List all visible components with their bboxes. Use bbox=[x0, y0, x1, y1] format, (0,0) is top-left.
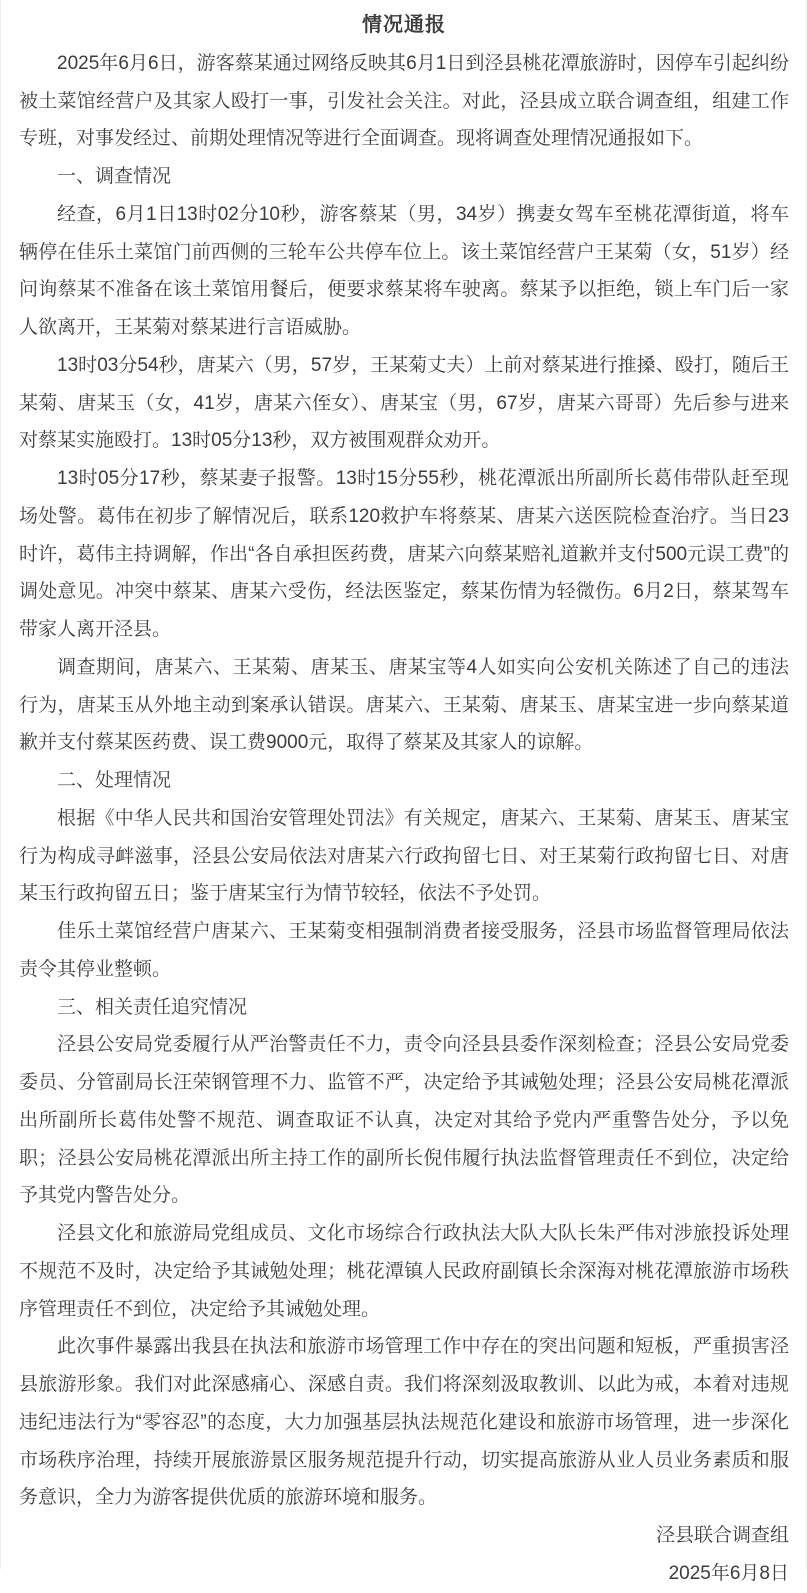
investigation-paragraph-4: 调查期间，唐某六、王某菊、唐某玉、唐某宝等4人如实向公安机关陈述了自己的违法行为，唐某玉从外地主动到案承认错误。唐某六、王某菊、唐某玉、唐某宝进一步向蔡某道歉并支付蔡某医药费、误工费9000元，取得了蔡某及其家人的谅解。 bbox=[19, 656, 789, 754]
signature: 泾县联合调查组 bbox=[655, 1525, 789, 1546]
investigation-paragraph-2: 13时03分54秒，唐某六（男，57岁，王某菊丈夫）上前对蔡某进行推搡、殴打，随后王某菊、唐某玉（女，41岁，唐某六侄女）、唐某宝（男，67岁，唐某六哥哥）先后参与进来对蔡某实施殴打。13时05分13秒，双方被围观群众劝开。 bbox=[19, 354, 789, 452]
intro-paragraph: 2025年6月6日，游客蔡某通过网络反映其6月1日到泾县桃花潭旅游时，因停车引起纠纷被土菜馆经营户及其家人殴打一事，引发社会关注。对此，泾县成立联合调查组，组建工作专班，对事发经过、前期处理情况等进行全面调查。现将调查处理情况通报如下。 bbox=[19, 52, 789, 150]
section-heading-handling: 二、处理情况 bbox=[57, 770, 172, 791]
handling-paragraph-1: 根据《中华人民共和国治安管理处罚法》有关规定，唐某六、王某菊、唐某玉、唐某宝行为构成寻衅滋事，泾县公安局依法对唐某六行政拘留七日、对王某菊行政拘留七日、对唐某玉行政拘留五日；鉴于唐某宝行为情节较轻，依法不予处罚。 bbox=[19, 807, 789, 905]
accountability-paragraph-2: 泾县文化和旅游局党组成员、文化市场综合行政执法大队大队长朱严伟对涉旅投诉处理不规范不及时，决定给予其诫勉处理；桃花潭镇人民政府副镇长余深海对桃花潭旅游市场秩序管理责任不到位，决定给予其诫勉处理。 bbox=[19, 1223, 789, 1320]
investigation-paragraph-3: 13时05分17秒，蔡某妻子报警。13时15分55秒，桃花潭派出所副所长葛伟带队赶至现场处警。葛伟在初步了解情况后，联系120救护车将蔡某、唐某六送医院检查治疗。当日23时许，葛伟主持调解，作出“各自承担医药费，唐某六向蔡某赔礼道歉并支付500元误工费”的调处意见。冲突中蔡某、唐某六受伤，经法医鉴定，蔡某伤情为轻微伤。6月2日，蔡某驾车带家人离开泾县。 bbox=[19, 468, 789, 640]
section-heading-accountability: 三、相关责任追究情况 bbox=[57, 996, 248, 1018]
section-heading-investigation: 一、调查情况 bbox=[57, 166, 172, 187]
investigation-paragraph-1: 经查，6月1日13时02分10秒，游客蔡某（男，34岁）携妻女驾车至桃花潭街道，将车辆停在佳乐土菜馆门前西侧的三轮车公共停车位上。该土菜馆经营户王某菊（女，51岁）经问询蔡某不准备在该土菜馆用餐后，便要求蔡某将车驶离。蔡某予以拒绝，锁上车门后一家人欲离开，王某菊对蔡某进行言语威胁。 bbox=[19, 203, 789, 338]
accountability-paragraph-1: 泾县公安局党委履行从严治警责任不力，责令向泾县县委作深刻检查；泾县公安局党委委员、分管副局长汪荣钢管理不力、监管不严，决定给予其诫勉处理；泾县公安局桃花潭派出所副所长葛伟处警不规范、调查取证不认真，决定对其给予党内严重警告处分，予以免职；泾县公安局桃花潭派出所主持工作的副所长倪伟履行执法监督管理责任不到位，决定给予其党内警告处分。 bbox=[19, 1034, 789, 1207]
closing-paragraph: 此次事件暴露出我县在执法和旅游市场管理工作中存在的突出问题和短板，严重损害泾县旅游形象。我们对此深感痛心、深感自责。我们将深刻汲取教训、以此为戒，本着对违规违纪违法行为“零容忍”的态度，大力加强基层执法规范化建设和旅游市场管理，进一步深化市场秩序治理，持续开展旅游景区服务规范提升行动，切实提高旅游从业人员业务素质和服务意识，全力为游客提供优质的旅游环境和服务。 bbox=[19, 1336, 789, 1509]
date: 2025年6月8日 bbox=[668, 1562, 789, 1584]
document-title: 情况通报 bbox=[362, 14, 446, 36]
handling-paragraph-2: 佳乐土菜馆经营户唐某六、王某菊变相强制消费者接受服务，泾县市场监督管理局依法责令其停业整顿。 bbox=[19, 921, 789, 980]
